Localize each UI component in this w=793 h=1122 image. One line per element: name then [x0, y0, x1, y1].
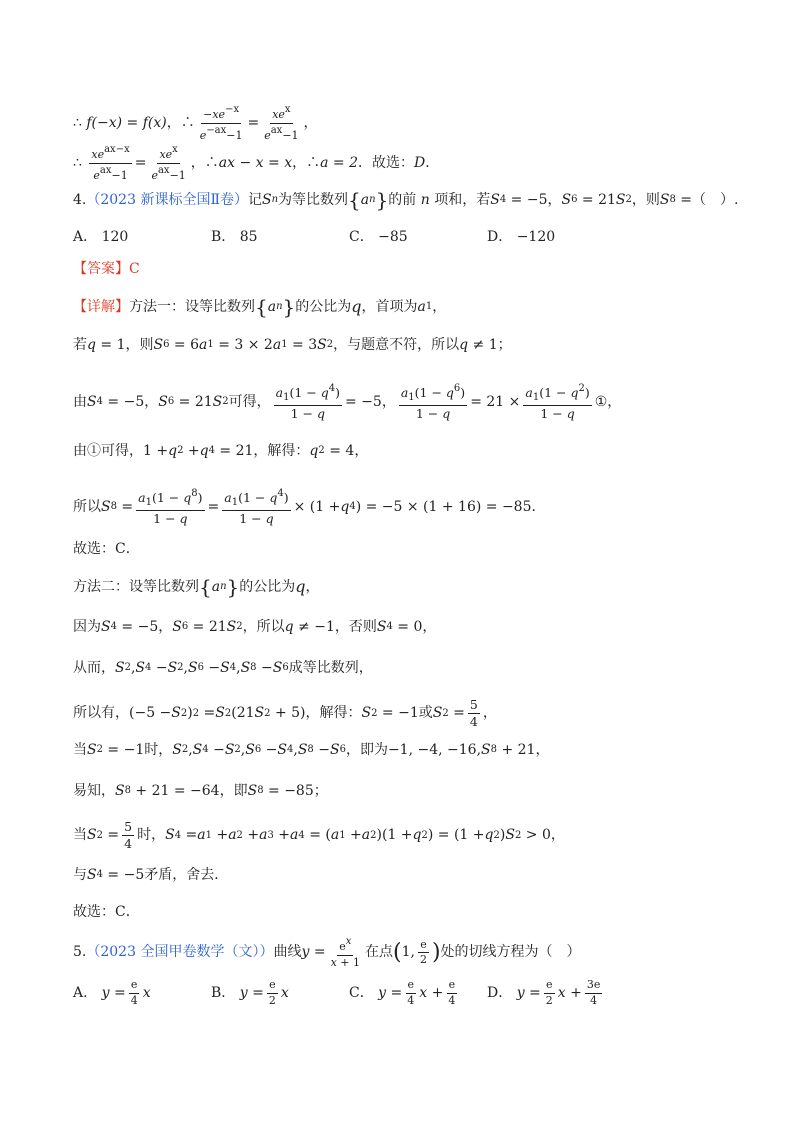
method1-conclusion: 故选：C．: [73, 541, 140, 557]
method1-line-2: 若 q = 1 ，则 S 6 = 6 a 1 = 3 × 2 a 1 = 3 S 2 ，与题意不符，所以 q ≠ 1 ；: [73, 337, 512, 353]
method2-line-2: 因为 S 4 = −5 ， S 6 = 21 S 2 ，所以 q ≠ −1 ，否则 S 4 = 0 ，: [73, 619, 437, 635]
method2-line-5: 当 S 2 = −1 时， S 2 , S 4 − S 2 , S 6 − S 4 , S 8 − S 6 ，即为 −1, −4, −16, S 8 + 21 ，: [73, 742, 550, 758]
method2-line-1: 方法二：设等比数列 { a n } 的公比为 q ，: [73, 575, 320, 599]
question-source: （2023 新课标全国Ⅱ卷）: [86, 191, 248, 208]
fraction: $\frac{a_1(1 - q^4)}{1 - q}$: [275, 383, 340, 421]
method2-line-3: 从而， S 2 , S 4 − S 2 , S 6 − S 4 , S 8 − S 6 成等比数列，: [73, 660, 373, 676]
fraction: $\frac{xe^{ax-x}}{e^{ax}-1}$: [91, 144, 130, 182]
therefore-symbol: ∴: [73, 114, 82, 131]
option-a[interactable]: A． 120: [73, 229, 129, 245]
separator-text: ，∴: [166, 114, 195, 131]
prev-solution-line-1: ∴ f(−x) = f(x) ，∴ $\frac{-xe^{-x}}{e^{-ax}-1}$ = $\frac{xe^x}{e^{ax}-1}$ ，: [73, 104, 318, 142]
question-5-options: [73, 977, 753, 1007]
method2-conclusion: 故选：C．: [73, 904, 140, 920]
prev-solution-line-2: ∴ $\frac{xe^{ax-x}}{e^{ax}-1}$ = $\frac{xe^x}{e^{ax}-1}$ ，∴ ax − x = x ，∴ a = 2 ．故选： D ．: [73, 144, 440, 182]
fraction: $\frac{5}{4}$: [469, 697, 478, 730]
fraction: $\frac{xe^x}{e^{ax}-1}$: [151, 144, 186, 182]
option-c[interactable]: C． y = $\frac{e}{4}$ x + $\frac{e}{4}$: [349, 978, 456, 1007]
question-source: （2023 全国甲卷数学（文））: [86, 944, 274, 961]
fraction: $\frac{-xe^{-x}}{e^{-ax}-1}$: [199, 104, 243, 142]
option-d[interactable]: D． y = $\frac{e}{2}$ x + $\frac{3e}{4}$: [487, 978, 601, 1007]
fraction: $\frac{a_1(1 - q^2)}{1 - q}$: [525, 383, 590, 421]
circled-one: ①: [594, 393, 608, 410]
method1-line-5: 所以 S 8 = $\frac{a_1(1 - q^8)}{1 - q}$ = $\frac{a_1(1 - q^4)}{1 - q}$ × (1 + q 4 ) = −5 × (1 + 16) = −85 ．: [73, 488, 546, 526]
fraction: $\frac{e^x}{x + 1}$: [330, 936, 360, 969]
question-4-stem: 4. （2023 新课标全国Ⅱ卷） 记 S n 为等比数列 { a n } 的前 n 项和，若 S 4 = −5 ， S 6 = 21 S 2 ，则 S 8 = （ ）.: [73, 188, 739, 212]
answer-label: 【答案】: [73, 261, 129, 277]
fraction: $\frac{e}{2}$: [419, 937, 427, 967]
equation-even-function: f(−x) = f(x): [86, 114, 167, 131]
fraction: $\frac{a_1(1 - q^6)}{1 - q}$: [400, 383, 466, 421]
method1-line-4: 由①可得， 1 + q 2 + q 4 = 21 ，解得： q 2 = 4 ，: [73, 443, 369, 459]
question-5-stem: 5. （2023 全国甲卷数学（文）） 曲线 y = $\frac{e^x}{x + 1}$ 在点 ( 1, $\frac{e}{2}$ ) 处的切线方程为（ ）: [73, 936, 581, 969]
method1-line-1: 【详解】 方法一：设等比数列 { a n } 的公比为 q ，首项为 a 1 ，: [73, 295, 447, 319]
fraction: $\frac{5}{4}$: [124, 819, 133, 852]
fraction: $\frac{a_1(1 - q^4)}{1 - q}$: [224, 488, 289, 526]
fraction: $\frac{a_1(1 - q^8)}{1 - q}$: [138, 488, 203, 526]
therefore-symbol: ∴: [73, 154, 82, 171]
method2-line-6: 易知， S 8 + 21 = −64 ，即 S 8 = −85 ；: [73, 783, 328, 799]
method2-line-8: 与 S 4 = −5 矛盾，舍去．: [73, 867, 229, 883]
equation: ax − x = x: [218, 154, 293, 171]
option-d[interactable]: D． −120: [487, 229, 556, 245]
option-c[interactable]: C． −85: [349, 229, 408, 245]
answer-choice: D: [413, 154, 426, 171]
detail-label: 【详解】: [73, 298, 129, 315]
fraction: $\frac{xe^x}{e^{ax}-1}$: [264, 104, 299, 142]
equation: a = 2: [320, 154, 358, 171]
question-4-options: [73, 229, 753, 247]
method1-line-3: 由 S 4 = −5 ， S 6 = 21 S 2 可得， $\frac{a_1(1 - q^4)}{1 - q}$ = −5 ， $\frac{a_1(1 - q^6)}{1 - q}$ = 21 × $\frac{a_1(1 - q^2)}{1 - q}$ ① ，: [73, 383, 622, 421]
method2-line-7: 当 S 2 = $\frac{5}{4}$ 时， S 4 = a 1 + a 2 + a 3 + a 4 = ( a 1 + a 2 )(1 + q 2 ) = (1 + q 2 ) S 2 > 0 ，: [73, 819, 565, 852]
option-b[interactable]: B． y = $\frac{e}{2}$ x: [211, 978, 289, 1007]
equals-sign: =: [247, 114, 260, 131]
question-number: 4.: [73, 191, 87, 208]
method2-line-4: 所以有， (−5 − S 2 ) 2 = S 2 (21 S 2 + 5) ，解得： S 2 = −1 或 S 2 = $\frac{5}{4}$ ，: [73, 697, 497, 730]
answer-value: C: [129, 261, 140, 277]
option-a[interactable]: A． y = $\frac{e}{4}$ x: [73, 978, 151, 1007]
answer-line: [73, 261, 753, 278]
option-b[interactable]: B． 85: [211, 229, 258, 245]
question-number: 5.: [73, 944, 87, 961]
